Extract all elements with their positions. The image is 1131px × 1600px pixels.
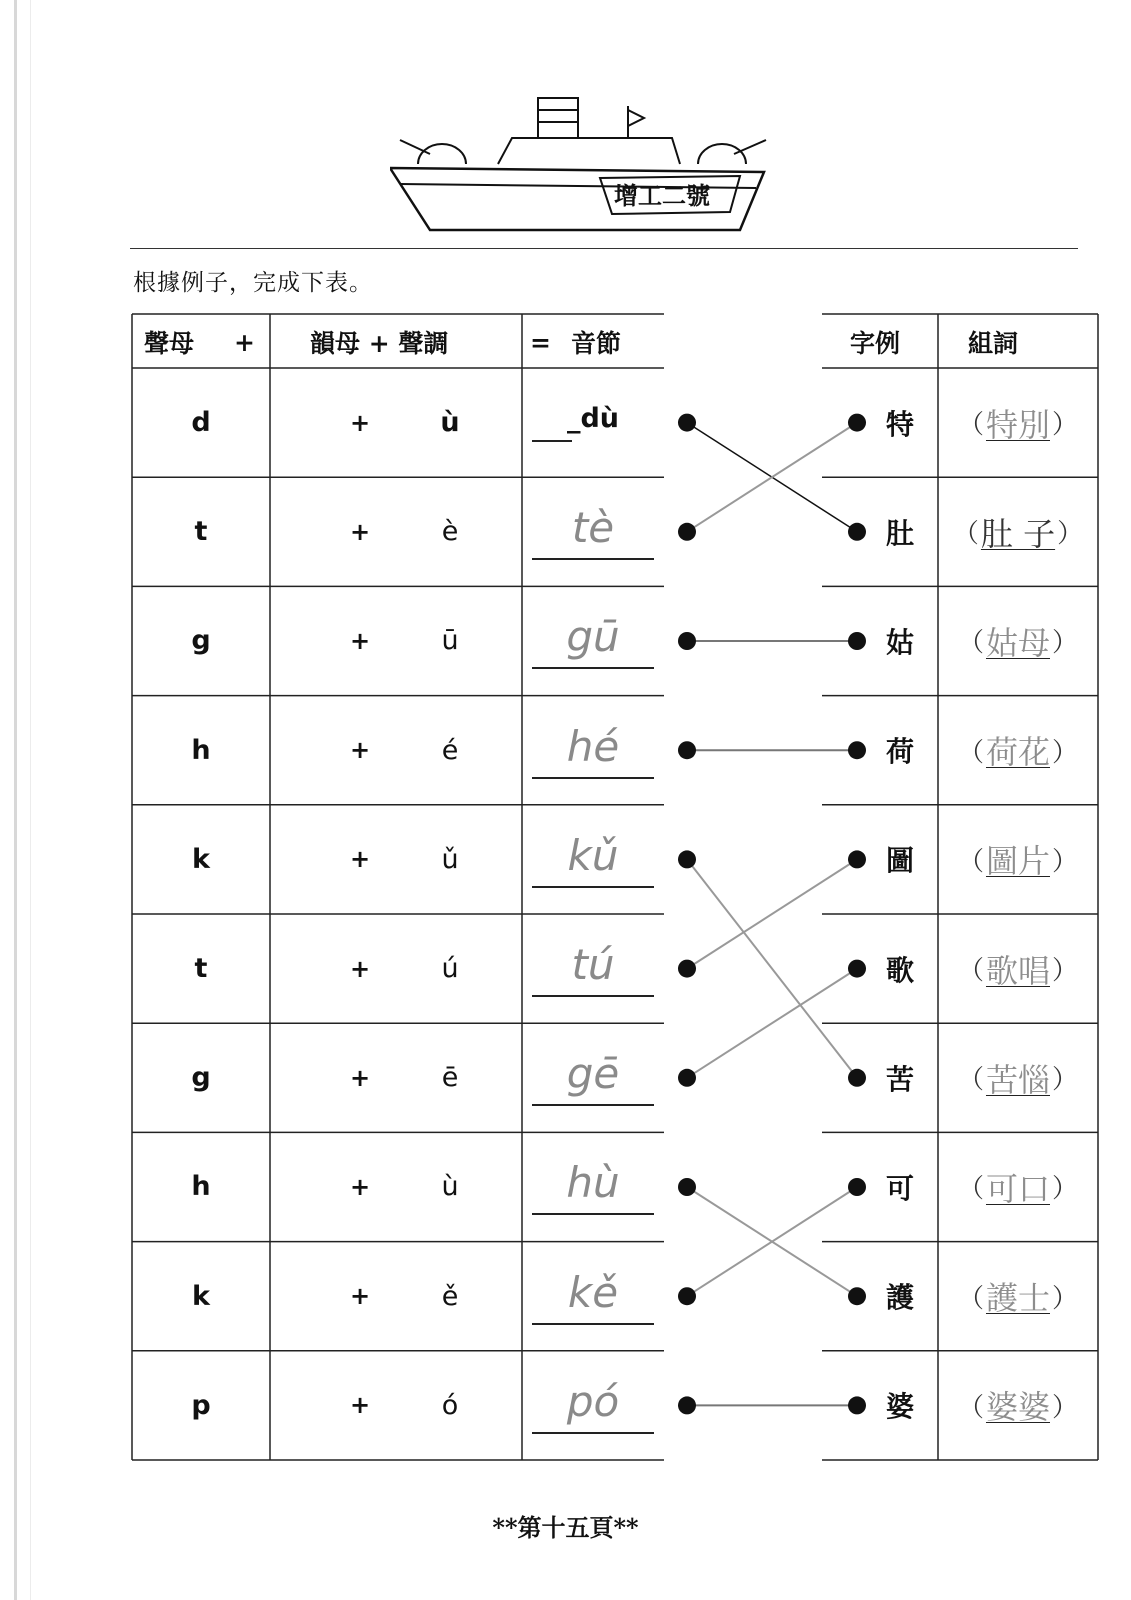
- syllable-text[interactable]: pó: [566, 1376, 620, 1426]
- word-cell: [938, 477, 1098, 586]
- answer-underline: [532, 440, 572, 442]
- initial-cell: t: [194, 953, 208, 985]
- syllable-text[interactable]: gē: [566, 1049, 620, 1099]
- word-answer[interactable]: 圖片: [985, 842, 1050, 881]
- initial-cell: d: [191, 407, 211, 439]
- initial-cell: g: [191, 1062, 211, 1094]
- answer-underline: [532, 886, 654, 888]
- match-dot-left[interactable]: [678, 1069, 696, 1087]
- answer-underline: [532, 995, 654, 997]
- char-example: 荷: [885, 735, 914, 769]
- char-example: 姑: [885, 625, 914, 659]
- match-dot-left[interactable]: [678, 1287, 696, 1305]
- bracket-open: （: [957, 846, 984, 877]
- bracket-open: （: [957, 737, 984, 768]
- bracket-open: （: [957, 1174, 984, 1205]
- word-answer[interactable]: 荷花: [985, 733, 1050, 772]
- bracket-open: （: [957, 1283, 984, 1314]
- answer-underline: [532, 1323, 654, 1325]
- word-answer[interactable]: 婆婆: [985, 1388, 1050, 1427]
- answer-underline: [532, 1432, 654, 1434]
- word-cell: [938, 1351, 1098, 1460]
- final-tone-cell: ǔ: [441, 843, 459, 875]
- plus-sign: +: [349, 1172, 371, 1201]
- plus-sign: +: [349, 1391, 371, 1420]
- bracket-close: ）: [1052, 628, 1079, 659]
- plus-sign: +: [349, 517, 371, 546]
- word-cell: [938, 1242, 1098, 1351]
- syllable-cell: [522, 1132, 664, 1241]
- syllable-cell: [522, 914, 664, 1023]
- syllable-text[interactable]: hù: [566, 1158, 620, 1208]
- header-syllable: = 音節: [530, 327, 621, 358]
- word-answer[interactable]: 苦惱: [985, 1060, 1050, 1099]
- syllable-text[interactable]: hé: [566, 721, 620, 771]
- header-word: 組詞: [968, 329, 1019, 358]
- char-example: 歌: [885, 953, 914, 987]
- syllable-cell: [522, 805, 664, 914]
- bracket-open: （: [957, 410, 984, 441]
- word-cell: [938, 368, 1098, 477]
- match-dot-left[interactable]: [678, 960, 696, 978]
- header-char-example: 字例: [850, 329, 901, 358]
- answer-underline: [532, 667, 654, 669]
- bracket-open: （: [957, 1065, 984, 1096]
- instruction-text: 根據例子，完成下表。: [133, 270, 373, 296]
- initial-cell: h: [191, 1171, 211, 1203]
- bracket-close: ）: [1052, 1065, 1079, 1096]
- bracket-close: ）: [1052, 956, 1079, 987]
- word-answer[interactable]: 肚 子: [980, 514, 1056, 553]
- final-tone-cell: é: [441, 734, 459, 766]
- word-cell: [938, 1023, 1098, 1132]
- bracket-close: ）: [1052, 1392, 1079, 1423]
- syllable-cell: [522, 1242, 664, 1351]
- char-example: 婆: [885, 1390, 914, 1424]
- initial-cell: k: [192, 843, 210, 875]
- final-tone-cell: ě: [441, 1280, 459, 1312]
- word-answer[interactable]: 護士: [985, 1279, 1050, 1318]
- char-example: 護: [885, 1281, 914, 1315]
- word-cell: [938, 805, 1098, 914]
- final-tone-cell: ù: [440, 407, 460, 439]
- syllable-text[interactable]: kǔ: [567, 830, 619, 880]
- bracket-open: （: [957, 628, 984, 659]
- initial-cell: h: [191, 734, 211, 766]
- initial-cell: k: [192, 1280, 210, 1312]
- final-tone-cell: è: [441, 516, 459, 548]
- syllable-cell: [522, 477, 664, 586]
- syllable-text[interactable]: tú: [571, 940, 615, 990]
- match-dot-left[interactable]: [678, 414, 696, 432]
- char-example: 肚: [885, 516, 914, 550]
- final-tone-cell: ù: [441, 1171, 459, 1203]
- final-tone-cell: ú: [441, 953, 459, 985]
- answer-underline: [532, 777, 654, 779]
- page-footer: **第十五頁**: [492, 1513, 639, 1542]
- bracket-close: ）: [1052, 1174, 1079, 1205]
- syllable-text[interactable]: kě: [567, 1267, 619, 1317]
- char-example: 可: [885, 1171, 914, 1205]
- syllable-cell: [522, 1023, 664, 1132]
- word-answer[interactable]: 歌唱: [985, 951, 1050, 990]
- word-answer[interactable]: 可口: [985, 1169, 1050, 1208]
- word-cell: [938, 1132, 1098, 1241]
- plus-sign: +: [349, 1063, 371, 1092]
- syllable-cell: [522, 586, 664, 695]
- bracket-close: ）: [1057, 519, 1084, 550]
- initial-cell: p: [191, 1389, 211, 1421]
- syllable-cell: [522, 696, 664, 805]
- bracket-open: （: [957, 1392, 984, 1423]
- char-example: 圖: [885, 844, 914, 878]
- final-tone-cell: ó: [441, 1389, 459, 1421]
- bracket-open: （: [957, 956, 984, 987]
- initial-cell: t: [194, 516, 208, 548]
- syllable-cell: [522, 368, 664, 477]
- match-dot-left[interactable]: [678, 850, 696, 868]
- match-dot-left[interactable]: [678, 1178, 696, 1196]
- header-initial: 聲母 +: [144, 327, 255, 358]
- match-dot-left[interactable]: [678, 523, 696, 541]
- word-cell: [938, 914, 1098, 1023]
- syllable-text: _dù: [566, 403, 620, 435]
- plus-sign: +: [349, 626, 371, 655]
- plus-sign: +: [349, 736, 371, 765]
- match-line: [687, 859, 857, 1077]
- match-dot-left[interactable]: [678, 632, 696, 650]
- char-example: 苦: [885, 1062, 914, 1096]
- answer-underline: [532, 558, 654, 560]
- match-dot-left[interactable]: [678, 1396, 696, 1414]
- bracket-open: （: [952, 519, 979, 550]
- ship-name: 增工二號: [614, 181, 710, 210]
- word-answer[interactable]: 姑母: [985, 623, 1050, 662]
- syllable-text[interactable]: gū: [566, 612, 620, 662]
- word-cell: [938, 696, 1098, 805]
- word-cell: [938, 586, 1098, 695]
- header-final-tone: 韻母 + 聲調: [310, 329, 449, 358]
- syllable-text[interactable]: tè: [571, 503, 615, 553]
- initial-cell: g: [191, 625, 211, 657]
- final-tone-cell: ē: [441, 1062, 459, 1094]
- char-example: 特: [885, 407, 914, 441]
- plus-sign: +: [349, 954, 371, 983]
- answer-underline: [532, 1213, 654, 1215]
- bracket-close: ）: [1052, 410, 1079, 441]
- bracket-close: ）: [1052, 1283, 1079, 1314]
- plus-sign: +: [349, 1282, 371, 1311]
- answer-underline: [532, 1104, 654, 1106]
- final-tone-cell: ū: [441, 625, 459, 657]
- word-answer[interactable]: 特別: [985, 405, 1050, 444]
- match-dot-left[interactable]: [678, 741, 696, 759]
- bracket-close: ）: [1052, 737, 1079, 768]
- plus-sign: +: [349, 845, 371, 874]
- plus-sign: +: [349, 408, 371, 437]
- syllable-cell: [522, 1351, 664, 1460]
- bracket-close: ）: [1052, 846, 1079, 877]
